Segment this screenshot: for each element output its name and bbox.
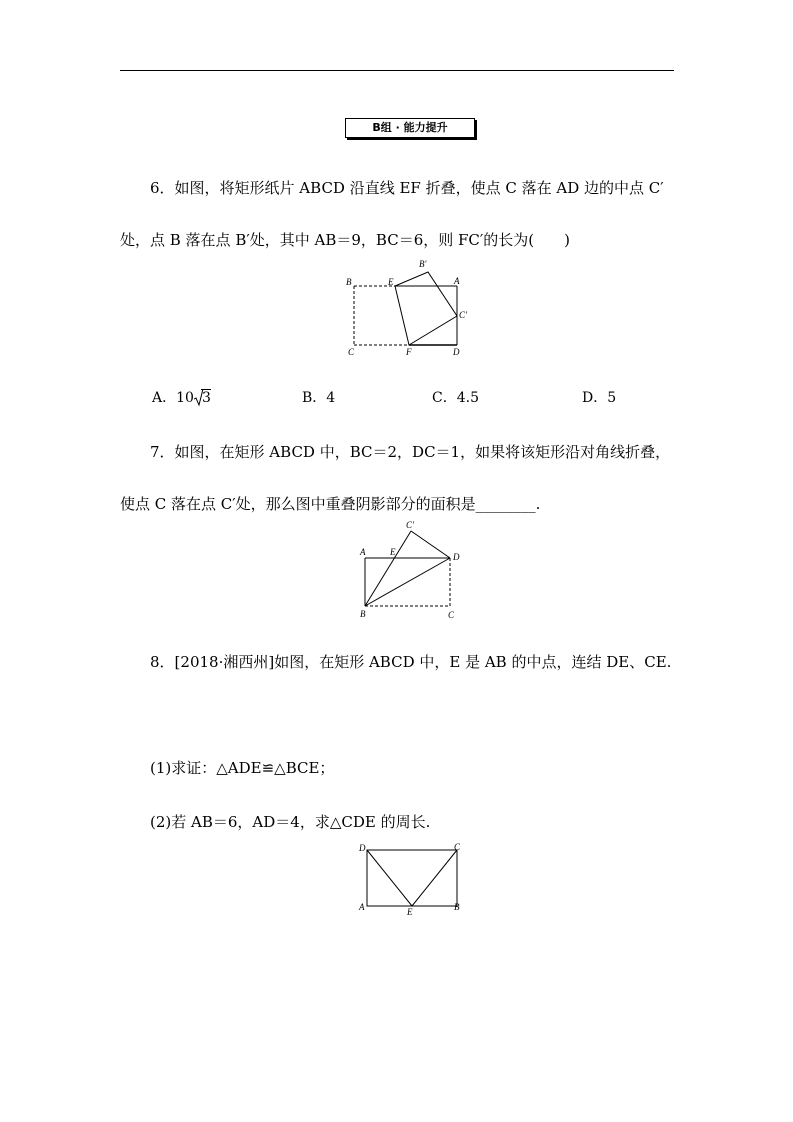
q8-segment-CE	[412, 850, 457, 906]
q6-label-A: A	[454, 276, 460, 286]
q8-label-D: D	[359, 843, 366, 853]
q8-label-B: B	[454, 902, 460, 912]
q7-diagonal-BD	[365, 558, 450, 606]
q7-figure	[355, 518, 465, 625]
q6-label-F: F	[406, 347, 412, 357]
q8-line-1: 8．[2018·湘西州]如图，在矩形 ABCD 中，E 是 AB 的中点，连结 DE、CE.	[150, 653, 672, 671]
q7-label-B: B	[360, 609, 366, 619]
q7-label-C: C	[448, 610, 455, 620]
q6-label-C: C	[348, 347, 355, 357]
q6-label-E: E	[388, 277, 394, 287]
q6-choice-a	[152, 389, 211, 407]
q6-choice-c: C．4.5	[432, 390, 479, 406]
q6-choice-d: D．5	[582, 390, 617, 406]
q7-segment-CpD	[411, 531, 450, 558]
q7-segment-BCp	[365, 531, 411, 606]
q8-label-C: C	[454, 842, 461, 852]
q7-label-A: A	[360, 547, 366, 557]
q8-part-2: (2)若 AB＝6，AD＝4，求△CDE 的周长.	[150, 813, 431, 831]
q6-label-Bp: B′	[419, 259, 427, 269]
q6-label-B: B	[346, 277, 352, 287]
q6-choice-a-radicand: 3	[201, 390, 211, 406]
q6-choice-a-radical	[194, 389, 211, 407]
q6-line-1: 6．如图，将矩形纸片 ABCD 沿直线 EF 折叠，使点 C 落在 AD 边的中点 C′	[150, 179, 664, 197]
q7-label-D: D	[453, 552, 460, 562]
q8-segment-DE	[367, 850, 412, 906]
q8-label-A: A	[359, 902, 365, 912]
header-rule	[120, 70, 674, 71]
q6-folded-polygon	[395, 272, 457, 345]
sqrt-icon	[194, 388, 204, 408]
q7-line-2: 使点 C 落在点 C′处，那么图中重叠阴影部分的面积是________.	[120, 495, 541, 513]
q6-figure	[340, 255, 475, 360]
q6-choice-a-prefix: A．10	[152, 390, 194, 406]
q6-line-2: 处，点 B 落在点 B′处，其中 AB＝9，BC＝6，则 FC′的长为( )	[120, 231, 571, 249]
q8-label-E: E	[407, 907, 413, 917]
q6-label-D: D	[453, 347, 460, 357]
q8-rectangle	[367, 850, 457, 906]
q6-label-Cp: C′	[459, 310, 467, 320]
q7-line-1: 7．如图，在矩形 ABCD 中，BC＝2，DC＝1，如果将该矩形沿对角线折叠，	[150, 443, 671, 461]
q6-choice-b: B．4	[302, 390, 336, 406]
q8-part-1: (1)求证：△ADE≌△BCE；	[150, 759, 335, 777]
section-title: B组 · 能力提升	[345, 118, 475, 138]
q7-label-E: E	[390, 547, 396, 557]
q7-label-Cp: C′	[406, 520, 414, 530]
q8-figure	[355, 840, 470, 920]
